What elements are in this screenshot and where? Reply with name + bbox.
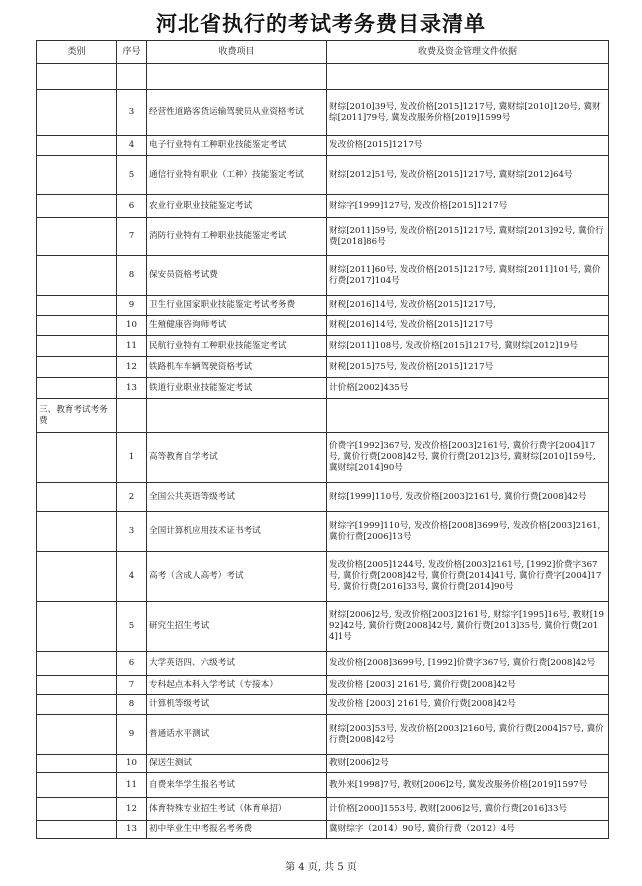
row-item: 电子行业特有工种职业技能鉴定考试: [147, 136, 327, 156]
section-category: 三、教育考试考务费: [37, 399, 117, 433]
row-category: [37, 316, 117, 336]
row-category: [37, 512, 117, 552]
row-item: 高等教育自学考试: [147, 433, 327, 483]
row-item: 大学英语四、六级考试: [147, 652, 327, 676]
row-item: 普通话水平测试: [147, 715, 327, 755]
row-item: 自费来华学生报名考试: [147, 773, 327, 798]
table-row: [37, 773, 609, 798]
table-row: [37, 483, 609, 512]
row-basis: 计价格[2000]1553号, 教财[2006]2号, 冀价行费[2016]33号: [327, 798, 609, 821]
table-row: [37, 798, 609, 821]
row-category: [37, 773, 117, 798]
row-basis: 冀财综字（2014）90号, 冀价行费（2012）4号: [327, 821, 609, 839]
row-seq: 3: [117, 90, 147, 136]
row-item: 专科起点本科入学考试（专接本）: [147, 676, 327, 695]
row-basis: 财综字[1999]127号, 发改价格[2015]1217号: [327, 195, 609, 218]
row-item: 经营性道路客货运输驾驶员从业资格考试: [147, 90, 327, 136]
table-row: [37, 378, 609, 399]
row-item: [147, 64, 327, 90]
row-category: [37, 602, 117, 652]
row-basis: 发改价格 [2003] 2161号, 冀价行费[2008]42号: [327, 676, 609, 695]
page-title: 河北省执行的考试考务费目录清单: [156, 12, 486, 36]
table-row: [37, 512, 609, 552]
fee-table: [36, 40, 609, 839]
row-item: 农业行业职业技能鉴定考试: [147, 195, 327, 218]
row-category: [37, 715, 117, 755]
row-category: [37, 195, 117, 218]
row-item: 计算机等级考试: [147, 695, 327, 715]
row-item: 通信行业特有职业（工种）技能鉴定考试: [147, 156, 327, 195]
row-item: 铁道行业职业技能鉴定考试: [147, 378, 327, 399]
row-seq: 13: [117, 378, 147, 399]
row-category: [37, 483, 117, 512]
row-category: [37, 552, 117, 602]
row-item: 消防行业特有工种职业技能鉴定考试: [147, 218, 327, 256]
row-category: [37, 64, 117, 90]
table-row: [37, 433, 609, 483]
table-row: [37, 652, 609, 676]
table-row: [37, 676, 609, 695]
row-basis: 财税[2016]14号, 发改价格[2015]1217号,: [327, 296, 609, 316]
row-seq: 4: [117, 552, 147, 602]
table-row: [37, 195, 609, 218]
row-basis: 财综[1999]110号, 发改价格[2003]2161号, 冀价行费[2008]42号: [327, 483, 609, 512]
row-category: [37, 136, 117, 156]
row-item: 保送生测试: [147, 755, 327, 773]
table-row: [37, 64, 609, 90]
row-seq: 11: [117, 336, 147, 357]
column-header-seq: 序号: [117, 41, 147, 64]
row-seq: 9: [117, 296, 147, 316]
row-category: [37, 821, 117, 839]
row-seq: 12: [117, 357, 147, 378]
row-seq: 5: [117, 602, 147, 652]
row-item: 高考（含成人高考）考试: [147, 552, 327, 602]
row-basis: 发改价格 [2003] 2161号, 冀价行费[2008]42号: [327, 695, 609, 715]
row-category: [37, 218, 117, 256]
row-seq: 6: [117, 195, 147, 218]
row-basis: 价费字[1992]367号, 发改价格[2003]2161号, 冀价行费字[2004]17号, 冀价行费[2008]42号, 冀价行费[2012]3号, 冀财综[2010]159号, 冀财综[2014]90号: [327, 433, 609, 483]
row-seq: 7: [117, 218, 147, 256]
table-row: [37, 136, 609, 156]
row-seq: 8: [117, 695, 147, 715]
column-header-item: 收费项目: [147, 41, 327, 64]
row-seq: 12: [117, 798, 147, 821]
row-category: [37, 433, 117, 483]
row-seq: 7: [117, 676, 147, 695]
row-basis: 财综[2011]108号, 发改价格[2015]1217号, 冀财综[2012]19号: [327, 336, 609, 357]
row-basis: 财综[2011]59号, 发改价格[2015]1217号, 冀财综[2013]92号, 冀价行费[2018]86号: [327, 218, 609, 256]
row-basis: [327, 64, 609, 90]
row-item: [147, 399, 327, 433]
table-row: [37, 218, 609, 256]
row-seq: [117, 399, 147, 433]
row-basis: 财综[2012]51号, 发改价格[2015]1217号, 冀财综[2012]64号: [327, 156, 609, 195]
row-seq: 4: [117, 136, 147, 156]
row-category: [37, 798, 117, 821]
table-row: [37, 316, 609, 336]
row-category: [37, 652, 117, 676]
row-item: 全国公共英语等级考试: [147, 483, 327, 512]
table-row: [37, 821, 609, 839]
page-footer: 第 4 页, 共 5 页: [285, 862, 357, 873]
row-seq: [117, 64, 147, 90]
row-basis: 财综[2011]60号, 发改价格[2015]1217号, 冀财综[2011]101号, 冀价行费[2017]104号: [327, 256, 609, 296]
row-seq: 10: [117, 755, 147, 773]
table-row: [37, 695, 609, 715]
row-item: 保安员资格考试费: [147, 256, 327, 296]
row-basis: 教外来[1998]7号, 教财[2006]2号, 冀发改服务价格[2019]1597号: [327, 773, 609, 798]
row-seq: 9: [117, 715, 147, 755]
table-row: [37, 90, 609, 136]
row-seq: 6: [117, 652, 147, 676]
row-basis: 财税[2016]14号, 发改价格[2015]1217号: [327, 316, 609, 336]
row-item: 生殖健康咨询师考试: [147, 316, 327, 336]
table-row: [37, 357, 609, 378]
row-seq: 5: [117, 156, 147, 195]
row-seq: 8: [117, 256, 147, 296]
row-item: 研究生招生考试: [147, 602, 327, 652]
row-item: 民航行业特有工种职业技能鉴定考试: [147, 336, 327, 357]
row-category: [37, 378, 117, 399]
row-category: [37, 336, 117, 357]
row-basis: 财综[2006]2号, 发改价格[2003]2161号, 财综字[1995]16号, 教财[1992]42号, 冀价行费[2008]42号, 冀价行费[2013]35号, 冀价行费[2014]1号: [327, 602, 609, 652]
row-category: [37, 676, 117, 695]
row-basis: 财综字[1999]110号, 发改价格[2008]3699号, 发改价格[2003]2161, 冀价行费[2006]13号: [327, 512, 609, 552]
table-row: [37, 156, 609, 195]
column-header-basis: 收费及资金管理文件依据: [327, 41, 609, 64]
table-header-row: [37, 41, 609, 64]
row-category: [37, 156, 117, 195]
row-category: [37, 256, 117, 296]
table-row: [37, 755, 609, 773]
row-seq: 13: [117, 821, 147, 839]
row-item: 初中毕业生中考报名考务费: [147, 821, 327, 839]
row-seq: 1: [117, 433, 147, 483]
column-header-category: 类别: [37, 41, 117, 64]
row-seq: 2: [117, 483, 147, 512]
row-basis: 计价格[2002]435号: [327, 378, 609, 399]
row-item: 全国计算机应用技术证书考试: [147, 512, 327, 552]
row-seq: 11: [117, 773, 147, 798]
table-row: [37, 552, 609, 602]
table-row: [37, 336, 609, 357]
row-basis: 发改价格[2008]3699号, [1992]价费字367号, 冀价行费[2008]42号: [327, 652, 609, 676]
row-item: 铁路机车车辆驾驶资格考试: [147, 357, 327, 378]
row-category: [37, 755, 117, 773]
row-category: [37, 90, 117, 136]
row-category: [37, 296, 117, 316]
section-row: [37, 399, 609, 433]
row-item: 体育特殊专业招生考试（体育单招）: [147, 798, 327, 821]
row-basis: 教财[2006]2号: [327, 755, 609, 773]
table-row: [37, 296, 609, 316]
table-row: [37, 715, 609, 755]
row-seq: 3: [117, 512, 147, 552]
row-category: [37, 695, 117, 715]
table-row: [37, 602, 609, 652]
row-item: 卫生行业国家职业技能鉴定考试考务费: [147, 296, 327, 316]
row-basis: 发改价格[2005]1244号, 发改价格[2003]2161号, [1992]价费字367号, 冀价行费[2008]42号, 冀价行费[2014]41号, 冀价行费字[2004]17号, 冀价行费[2016]33号, 冀价行费[2014]90号: [327, 552, 609, 602]
row-basis: 财综[2010]39号, 发改价格[2015]1217号, 冀财综[2010]120号, 冀财综[2011]79号, 冀发改服务价格[2019]1599号: [327, 90, 609, 136]
row-basis: 发改价格[2015]1217号: [327, 136, 609, 156]
row-basis: 财税[2015]75号, 发改价格[2015]1217号: [327, 357, 609, 378]
row-category: [37, 357, 117, 378]
row-basis: [327, 399, 609, 433]
row-basis: 财综[2003]53号, 发改价格[2003]2160号, 冀价行费[2004]57号, 冀价行费[2008]42号: [327, 715, 609, 755]
row-seq: 10: [117, 316, 147, 336]
table-row: [37, 256, 609, 296]
